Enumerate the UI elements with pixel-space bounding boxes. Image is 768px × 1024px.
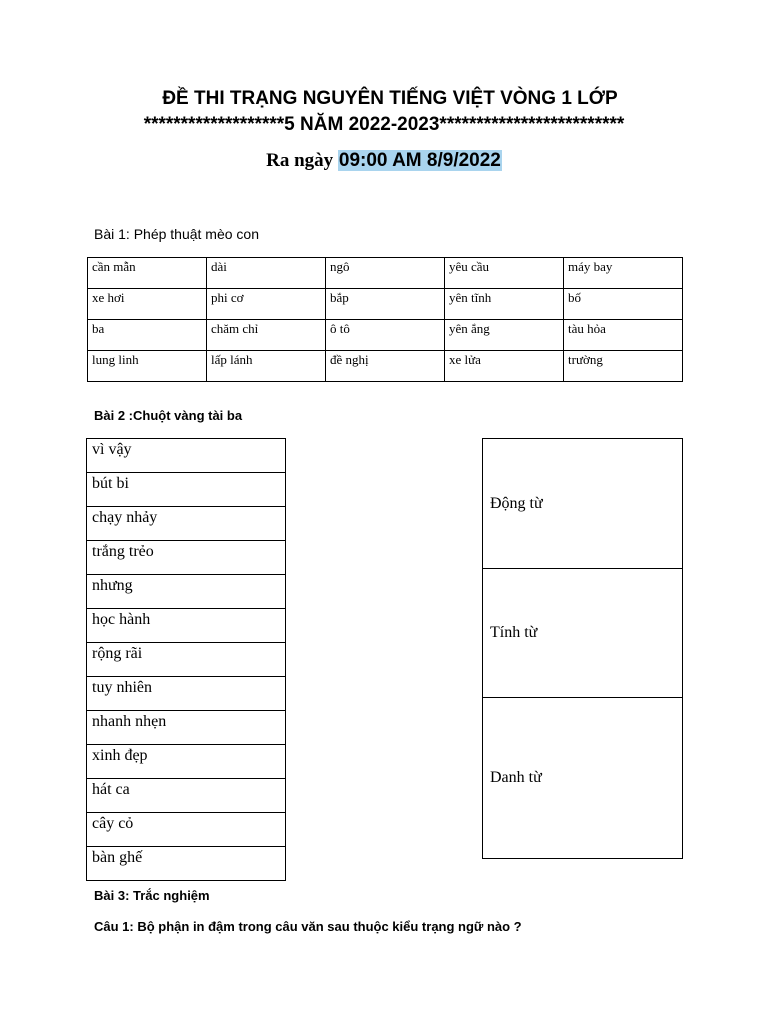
table-cell: chăm chỉ: [207, 320, 326, 351]
list-item: [87, 575, 286, 609]
question-1: Câu 1: Bộ phận in đậm trong câu văn sau thuộc kiểu trạng ngữ nào ?: [94, 919, 522, 934]
table-cell: yên tĩnh: [445, 289, 564, 320]
table-cell: yêu cầu: [445, 258, 564, 289]
word-cell: học hành: [87, 609, 286, 643]
table-cell: dài: [207, 258, 326, 289]
section-3-label: Bài 3: Trắc nghiệm: [94, 888, 210, 903]
table-cell: đề nghị: [326, 351, 445, 382]
table-row: [88, 320, 683, 351]
table-row: [88, 289, 683, 320]
word-cell: hát ca: [87, 779, 286, 813]
word-cell: cây cỏ: [87, 813, 286, 847]
table-cell: lung linh: [88, 351, 207, 382]
word-cell: bút bi: [87, 473, 286, 507]
table-cell: xe hơi: [88, 289, 207, 320]
list-item: [87, 745, 286, 779]
table-cell: xe lửa: [445, 351, 564, 382]
list-item: [87, 847, 286, 881]
word-cell: bàn ghế: [87, 847, 286, 881]
table-cell: ngô: [326, 258, 445, 289]
word-cell: nhanh nhẹn: [87, 711, 286, 745]
table-cell: cần mẫn: [88, 258, 207, 289]
table-cell: ô tô: [326, 320, 445, 351]
word-cell: rộng rãi: [87, 643, 286, 677]
list-item: [87, 779, 286, 813]
section-1-table: [87, 257, 683, 382]
word-list-table: [86, 438, 286, 881]
exam-title: [0, 86, 768, 138]
table-cell: lấp lánh: [207, 351, 326, 382]
word-cell: trắng trẻo: [87, 541, 286, 575]
list-item: [87, 609, 286, 643]
list-item: [87, 677, 286, 711]
list-item: [87, 711, 286, 745]
list-item: [87, 813, 286, 847]
date-prefix: Ra ngày: [266, 150, 334, 171]
word-cell: chạy nhảy: [87, 507, 286, 541]
table-row: [88, 258, 683, 289]
list-item: [87, 643, 286, 677]
table-cell: tàu hỏa: [564, 320, 683, 351]
category-adjective: Tính từ: [483, 569, 683, 698]
section-2-label: Bài 2 :Chuột vàng tài ba: [94, 408, 243, 423]
table-cell: yên ắng: [445, 320, 564, 351]
word-cell: nhưng: [87, 575, 286, 609]
word-cell: tuy nhiên: [87, 677, 286, 711]
word-cell: xinh đẹp: [87, 745, 286, 779]
list-item: [87, 439, 286, 473]
table-cell: máy bay: [564, 258, 683, 289]
title-line-1: ĐỀ THI TRẠNG NGUYÊN TIẾNG VIỆT VÒNG 1 LỚP: [162, 88, 618, 109]
date-value: 09:00 AM 8/9/2022: [338, 150, 501, 171]
table-cell: bố: [564, 289, 683, 320]
title-line-2: *******************5 NĂM 2022-2023*************************: [143, 114, 625, 135]
table-row: [88, 351, 683, 382]
table-cell: ba: [88, 320, 207, 351]
category-verb: Động từ: [483, 439, 683, 569]
word-cell: vì vậy: [87, 439, 286, 473]
list-item: [87, 473, 286, 507]
release-date: [0, 150, 768, 172]
category-table: [482, 438, 683, 859]
section-1-label: Bài 1: Phép thuật mèo con: [94, 226, 259, 242]
list-item: [87, 507, 286, 541]
table-cell: bắp: [326, 289, 445, 320]
list-item: [87, 541, 286, 575]
table-cell: trường: [564, 351, 683, 382]
category-noun: Danh từ: [483, 698, 683, 859]
table-cell: phi cơ: [207, 289, 326, 320]
